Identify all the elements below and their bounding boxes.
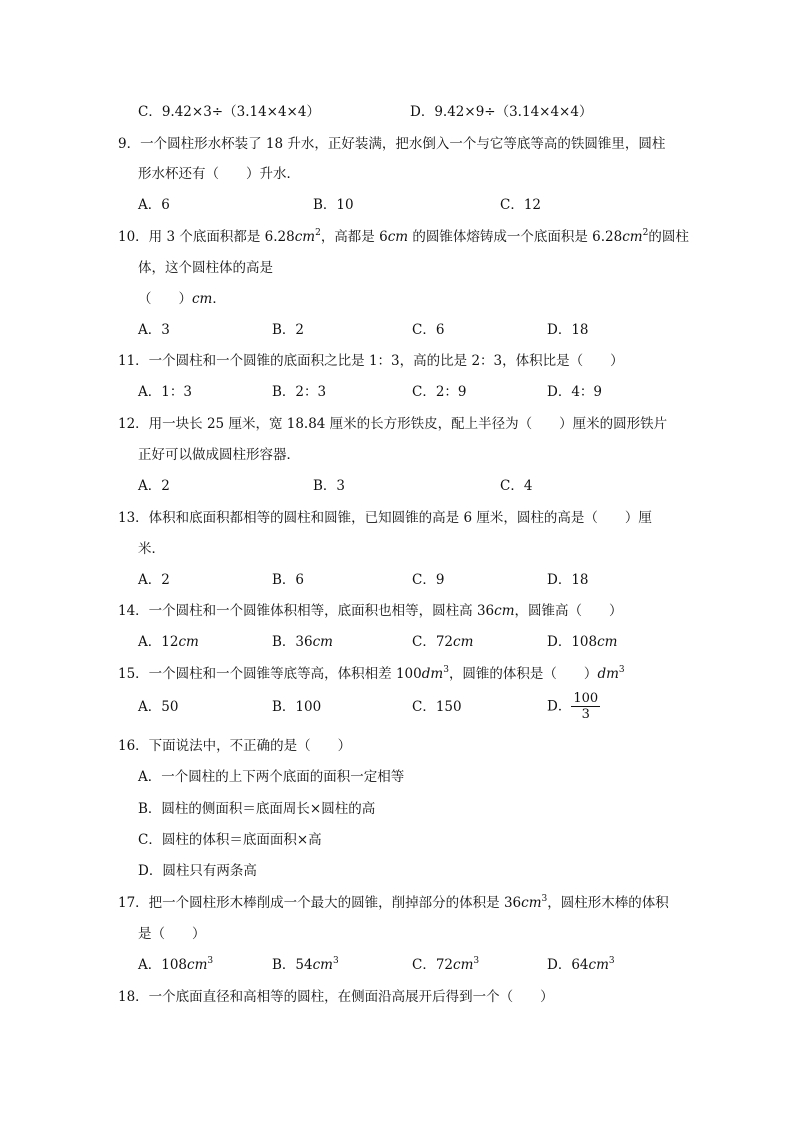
q17-option-d: D．$64cm^3$ [547,956,615,973]
q10-option-b: B．2 [272,322,305,338]
option-d: D．9.42×9÷（3.14×4×4） [410,104,593,120]
q15-option-c: C．150 [412,699,462,715]
q11-option-b: B．2：3 [272,384,327,400]
q9-option-b: B．10 [313,197,354,213]
q16-option-d: D．圆柱只有两条高 [138,863,257,879]
question-12-line-2: 正好可以做成圆柱形容器． [138,447,300,463]
question-16-line-1: 16．下面说法中，不正确的是（ ） [118,738,352,754]
q17-option-a: A．$108cm^3$ [138,956,214,973]
question-10-line-1: 10．用 3 个底面积都是 $6.28cm^2$，高都是 6cm 的圆锥体熔铸成一个底面积是 $6.28cm^2$的圆柱 [118,228,689,245]
q13-option-a: A．2 [138,572,170,588]
q14-option-c: C．72cm [412,634,474,650]
q17-option-c: C．$72cm^3$ [412,956,480,973]
q14-option-a: A．12cm [138,634,199,650]
question-15-line-1: 15．一个圆柱和一个圆锥等底等高，体积相差 $100dm^3$，圆锥的体积是（ ）$dm^3$ [118,665,625,682]
q11-option-a: A．1：3 [138,384,192,400]
option-c: C．9.42×3÷（3.14×4×4） [138,104,320,120]
q12-option-c: C．4 [500,478,533,494]
q16-option-c: C．圆柱的体积＝底面面积×高 [138,832,322,848]
q10-option-d: D．18 [547,322,589,338]
question-12-line-1: 12．用一块长 25 厘米，宽 18.84 厘米的长方形铁皮，配上半径为（ ）厘米的圆形铁片 [118,416,668,432]
q15-option-a: A．50 [138,699,179,715]
q16-option-b: B．圆柱的侧面积＝底面周长×圆柱的高 [138,801,376,817]
question-17-line-2: 是（ ） [138,926,206,942]
q13-option-d: D．18 [547,572,589,588]
q13-option-c: C．9 [412,572,445,588]
question-10-line-3: （ ）cm． [138,291,226,307]
q13-option-b: B．6 [272,572,305,588]
q12-option-b: B．3 [313,478,346,494]
q9-option-c: C．12 [500,197,542,213]
q16-option-a: A．一个圆柱的上下两个底面的面积一定相等 [138,769,405,785]
q10-option-c: C．6 [412,322,445,338]
question-18-line-1: 18．一个底面直径和高相等的圆柱，在侧面沿高展开后得到一个（ ） [118,989,554,1005]
question-14-line-1: 14．一个圆柱和一个圆锥体积相等，底面积也相等，圆柱高 36cm，圆锥高（ ） [118,603,623,619]
q11-option-d: D．4：9 [547,384,603,400]
question-17-line-1: 17．把一个圆柱形木棒削成一个最大的圆锥，削掉部分的体积是 $36cm^3$，圆柱形木棒的体积 [118,894,669,911]
q15-option-b: B．100 [272,699,322,715]
q14-option-b: B．36cm [272,634,333,650]
q14-option-d: D．108cm [547,634,618,650]
q10-option-a: A．3 [138,322,170,338]
question-9-line-1: 9．一个圆柱形水杯装了 18 升水，正好装满，把水倒入一个与它等底等高的铁圆锥里，圆柱 [118,136,666,152]
q11-option-c: C．2：9 [412,384,467,400]
q15-option-d: D． $\frac{100}{3}$ [547,691,599,722]
q17-option-b: B．$54cm^3$ [272,956,339,973]
question-11-line-1: 11．一个圆柱和一个圆锥的底面积之比是 1：3，高的比是 2：3，体积比是（ ） [118,353,624,369]
question-13-line-1: 13．体积和底面积都相等的圆柱和圆锥，已知圆锥的高是 6 厘米，圆柱的高是（ ）厘 [118,510,652,526]
question-13-line-2: 米． [138,541,165,557]
question-9-line-2: 形水杯还有（ ）升水． [138,166,300,182]
fraction: $\frac{100}{3}$ [573,691,599,722]
q9-option-a: A．6 [138,197,170,213]
q12-option-a: A．2 [138,478,170,494]
question-10-line-2: 体，这个圆柱体的高是 [138,260,273,276]
